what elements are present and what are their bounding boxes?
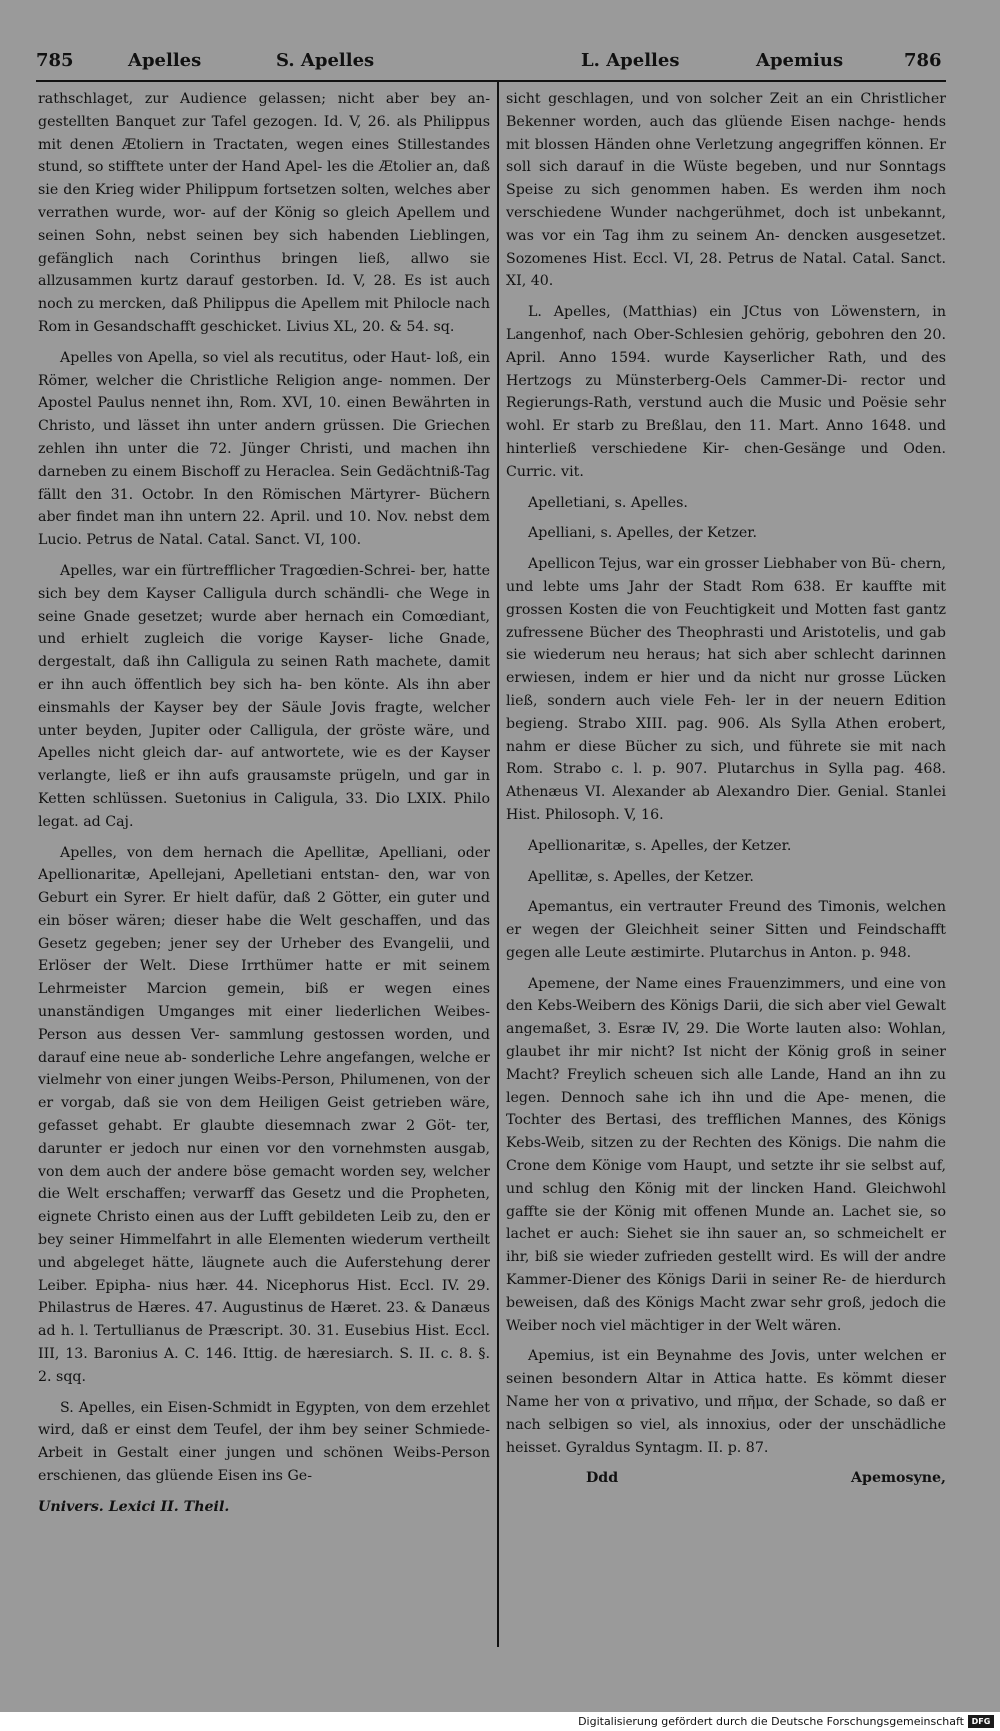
entry-paragraph: Apemene, der Name eines Frauenzimmers, und eine von den Kebs-Weibern des Königs Darii, die sich aber viel Gewalt angemaßet, 3. Esræ IV, 29. Die Worte lauten also: Wohlan, glaubet ihr mir nicht? Ist nicht der König groß in seiner Macht? Freylich scheuen sich alle Lande, Hand an ihn zu legen. Dennoch sahe ich ihn und die Ape- menen, die Tochter des Bertasi, des trefflichen Mannes, des Königs Kebs-Weib, sitzen zu der Rechten des Königs. Die nahm die Crone dem Könige vom Haupt, und setzte ihr sie selbst auf, und schlug den König mit der lincken Hand. Gleichwohl gaffte sie der König mit offenen Munde an. Lachet sie, so lachet er auch: Siehet sie ihn sauer an, so schmeichelt er ihr, biß sie wieder zufrieden gestellt wird. Es will der andre Kammer-Diener des Königs Darii in seiner Re- de hierdurch beweisen, daß des Königs Macht zwar sehr groß, jedoch die Weiber noch viel mächtiger in der Welt wären. [506, 975, 946, 1334]
right-center-title: L. Apelles [581, 50, 680, 71]
catchword: Apemosyne, [851, 1470, 946, 1487]
page-number-left: 785 [36, 50, 74, 71]
entry-paragraph: L. Apelles, (Matthias) ein JCtus von Löwenstern, in Langenhof, nach Ober-Schlesien gehörig, gebohren den 20. April. Anno 1594. wurde Kayserlicher Rath, und des Hertzogs zu Münsterberg-Oels Cammer-Di- rector und Regierungs-Rath, verstund auch die Music und Poësie sehr wohl. Er starb zu Breßlau, den 11. Mart. Anno 1648. und hinterließ verschiedene Kir- chen-Gesänge und Oden. Curric. vit. [506, 304, 946, 480]
entry-paragraph: Apelliani, s. Apelles, der Ketzer. [528, 525, 757, 542]
signature-line [38, 1496, 490, 1522]
entry-paragraph: Apelles von Apella, so viel als recutitus, oder Haut- loß, ein Römer, welcher die Christliche Religion ange- nommen. Der Apostel Paulus nennet ihn, Rom. XVI, 10. einen Bewährten in Christo, und lässet ihn unter andern grüssen. Die Griechen zehlen ihn unter die 72. Jünger Christi, und machen ihn darneben zu einem Bischoff zu Heraclea. Sein Gedächtniß-Tag fällt den 31. Octobr. In den Römischen Märtyrer- Büchern aber findet man ihn untern 22. April. und 10. Nov. nebst dem Lucio. Petrus de Natal. Catal. Sanct. VI, 100. [38, 349, 490, 549]
column-divider [497, 82, 499, 1647]
entry-paragraph: Apellitæ, s. Apelles, der Ketzer. [528, 868, 754, 885]
entry-paragraph: rathschlaget, zur Audience gelassen; nicht aber bey an- gestellten Banquet zur Tafel gezogen. Id. V, 26. als Philippus mit denen Ætoliern in Tractaten, wegen eines Stillestandes stund, so stifftete unter der Hand Apel- les die Ætolier an, daß sie den Krieg wider Philippum fortsetzen solten, welches aber verrathen wurde, wor- auf der König so gleich Apellem und seinen Sohn, nebst seinen bey sich habenden Lieblingen, gefänglich nach Corinthus bringen ließ, allwo sie allzusammen kurtz darauf gestorben. Id. V, 28. Es ist auch noch zu mercken, daß Philippus die Apellem mit Philocle nach Rom in Gesandschafft geschicket. Livius XL, 20. & 54. sq. [38, 91, 490, 335]
signature-mark: Ddd [586, 1470, 619, 1487]
left-keyword: Apelles [128, 50, 202, 71]
dfg-logo: DFG [968, 1715, 994, 1728]
left-center-title: S. Apelles [276, 50, 375, 71]
entry-paragraph: Apelletiani, s. Apelles. [528, 494, 688, 511]
entry-paragraph: Apellicon Tejus, war ein grosser Liebhaber von Bü- chern, und lebte ums Jahr der Stadt Rom 638. Er kauffte mit grossen Kosten die von Feuchtigkeit und Motten fast gantz zufressene Bücher des Theophrasti und Aristotelis, und gab sie wiederum neu heraus; hat sich aber schlecht darinnen erwiesen, indem er hier und da nicht nur grosse Lücken ließ, sondern auch viele Feh- ler in der neuern Edition begieng. Strabo XIII. pag. 906. Als Sylla Athen erobert, nahm er diese Bücher zu sich, und führete sie mit nach Rom. Strabo c. l. p. 907. Plutarchus in Sylla pag. 468. Athenæus VI. Alexander ab Alexandro Dier. Genial. Stanlei Hist. Philosoph. V, 16. [506, 556, 946, 823]
right-keyword: Apemius [756, 50, 844, 71]
volume-signature: Univers. Lexici II. Theil. [38, 1498, 230, 1515]
entry-paragraph: Apellionaritæ, s. Apelles, der Ketzer. [528, 837, 792, 854]
entry-paragraph: S. Apelles, ein Eisen-Schmidt in Egypten, von dem erzehlet wird, daß er einst dem Teufel, der ihm bey seiner Schmiede-Arbeit in Gestalt einer jungen und schönen Weibs-Person erschienen, das glüende Eisen ins Ge- [38, 1399, 490, 1485]
funding-credit: Digitalisierung gefördert durch die Deutsche Forschungsgemeinschaft [578, 1715, 964, 1728]
entry-paragraph: Apelles, war ein fürtrefflicher Tragœdien-Schrei- ber, hatte sich bey dem Kayser Calligula durch schändli- che Wege in seine Gnade gesetzet; wurde aber hernach ein Comœdiant, und erhielt zugleich die vorige Kayser- liche Gnade, dergestalt, daß ihn Calligula zu seinen Rath machete, damit er ihn auch öffentlich bey sich ha- ben könte. Als ihn aber einsmahls der Kayser bey der Säule Jovis fragte, welcher unter beyden, Jupiter oder Calligula, der gröste wäre, und Apelles nicht gleich dar- auf antwortete, wie es der Kayser verlangte, ließ er ihn aufs grausamste prügeln, und gar in Ketten schlüssen. Suetonius in Caligula, 33. Dio LXIX. Philo legat. ad Caj. [38, 562, 490, 830]
header-rule [36, 80, 946, 82]
right-column [506, 88, 946, 1663]
entry-paragraph: Apelles, von dem hernach die Apellitæ, Apelliani, oder Apellionaritæ, Apellejani, Apelletiani entstan- den, war von Geburt ein Syrer. Er hielt dafür, daß 2 Götter, ein guter und ein böser wären; dieser habe die Welt geschaffen, und das Gesetz gegeben; jener sey der Urheber des Evangelii, und Erlöser der Welt. Diese Irrthümer hatte er mit seinem Lehrmeister Marcion gemein, biß er wegen eines unanständigen Umganges mit einer liederlichen Weibes-Person aus dessen Ver- sammlung gestossen worden, und darauf eine neue ab- sonderliche Lehre angefangen, welche er vielmehr von einer jungen Weibs-Person, Philumenen, von der er vorgab, daß sie von dem Heiligen Geist getrieben wäre, gefasset gehabt. Er glaubte diesemnach zwar 2 Göt- ter, darunter er jedoch nur einen vor den vornehmsten ausgab, von dem auch der andere böse gemacht worden sey, welcher die Welt erschaffen; verwarff das Gesetz und die Propheten, eignete Christo einen aus der Lufft gebildeten Leib zu, den er bey seiner Himmelfahrt in alle Elementen wiederum vertheilt und abgeleget hätte, läugnete auch die Auferstehung derer Leiber. Epipha- nius hær. 44. Nicephorus Hist. Eccl. IV. 29. Philastrus de Hæres. 47. Augustinus de Hæret. 23. & Danæus ad h. l. Tertullianus de Præscript. 30. 31. Eusebius Hist. Eccl. III, 13. Baronius A. C. 146. Ittig. de hæresiarch. S. II. c. 8. §. 2. sqq. [38, 844, 490, 1385]
entry-paragraph: Apemius, ist ein Beynahme des Jovis, unter welchen er seinen besondern Altar in Attica hatte. Es kömmt dieser Name her von α privativo, und πῆμα, der Schade, so daß er nach selbigen so viel, als innoxius, oder der unschädliche heisset. Gyraldus Syntagm. II. p. 87. [506, 1348, 946, 1456]
entry-paragraph: sicht geschlagen, und von solcher Zeit an ein Christlicher Bekenner worden, auch das glüende Eisen nachge- hends mit blossen Händen ohne Verletzung angegriffen können. Er soll sich darauf in die Wüste begeben, und nur Sonntags Speise zu sich genommen haben. Es werden ihm noch verschiedene Wunder nachgerühmet, doch ist unbekannt, was vor ein Tag ihm zu seinem An- dencken ausgesetzet. Sozomenes Hist. Eccl. VI, 28. Petrus de Natal. Catal. Sanct. XI, 40. [506, 91, 946, 290]
left-column [38, 88, 490, 1663]
running-header [36, 50, 946, 80]
digitization-footer [0, 1712, 1000, 1731]
page-number-right: 786 [904, 50, 942, 71]
signature-line [506, 1467, 946, 1493]
entry-paragraph: Apemantus, ein vertrauter Freund des Timonis, welchen er wegen der Gleichheit seiner Sitten und Feindschafft gegen alle Leute æstimirte. Plutarchus in Anton. p. 948. [506, 899, 946, 961]
